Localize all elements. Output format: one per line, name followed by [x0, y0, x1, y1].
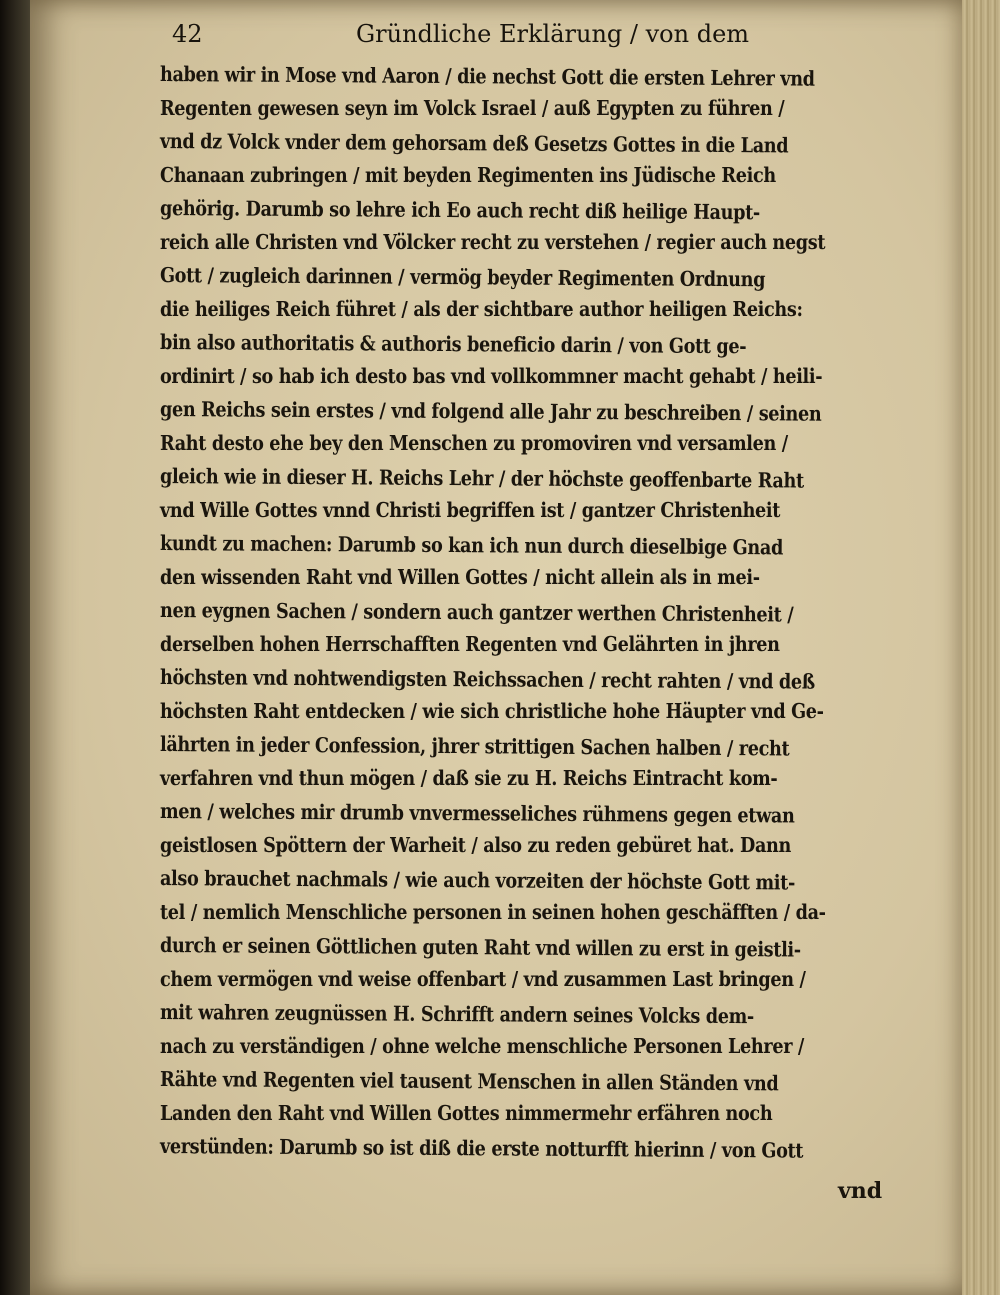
text-line: reich alle Christen vnd Völcker recht zu verstehen / regier auch negst	[160, 229, 826, 254]
text-line: verstünden: Darumb so ist diß die erste notturfft hierinn / von Gott	[159, 1134, 804, 1163]
text-line: men / welches mir drumb vnvermesseliches rühmens gegen etwan	[159, 799, 795, 828]
text-line: Gott / zugleich darinnen / vermög beyder Regimenten Ordnung	[159, 263, 766, 292]
text-line: ordinirt / so hab ich desto bas vnd vollkommner macht gehabt / heili-	[160, 363, 823, 388]
text-line: den wissenden Raht vnd Willen Gottes / nicht allein als in mei-	[160, 564, 760, 589]
text-line: Chanaan zubringen / mit beyden Regimenten ins Jüdische Reich	[160, 162, 776, 187]
text-line: haben wir in Mose vnd Aaron / die nechst Gott die ersten Lehrer vnd	[159, 62, 815, 91]
text-line: gen Reichs sein erstes / vnd folgend alle Jahr zu beschreiben / seinen	[159, 397, 822, 426]
page-number: 42	[172, 20, 203, 48]
catchword: vnd	[838, 1178, 883, 1204]
text-line: durch er seinen Göttlichen guten Raht vnd willen zu erst in geistli-	[159, 933, 801, 962]
book-gutter	[0, 0, 32, 1295]
text-line: mit wahren zeugnüssen H. Schrifft andern seines Volcks dem-	[159, 1000, 754, 1029]
page-edges	[962, 0, 1000, 1295]
text-line: Regenten gewesen seyn im Volck Israel / auß Egypten zu führen /	[160, 95, 785, 120]
body-text	[160, 58, 910, 1164]
text-line: also brauchet nachmals / wie auch vorzeiten der höchste Gott mit-	[159, 866, 796, 895]
text-line: vnd Wille Gottes vnnd Christi begriffen ist / gantzer Christenheit	[160, 497, 781, 522]
text-line: gehörig. Darumb so lehre ich Eo auch recht diß heilige Haupt-	[159, 196, 760, 225]
text-line: chem vermögen vnd weise offenbart / vnd zusammen Last bringen /	[160, 966, 806, 991]
text-line: derselben hohen Herrschafften Regenten vnd Gelährten in jhren	[160, 631, 780, 656]
text-line: geistlosen Spöttern der Warheit / also zu reden gebüret hat. Dann	[160, 832, 792, 857]
text-line: höchsten Raht entdecken / wie sich christliche hohe Häupter vnd Ge-	[160, 698, 824, 723]
text-line: lährten in jeder Confession, jhrer strittigen Sachen halben / recht	[159, 732, 790, 761]
text-line: nen eygnen Sachen / sondern auch gantzer werthen Christenheit /	[159, 598, 794, 627]
text-line: bin also authoritatis & authoris beneficio darin / von Gott ge-	[159, 330, 747, 359]
text-line: höchsten vnd nohtwendigsten Reichssachen / recht rahten / vnd deß	[159, 665, 815, 694]
running-head: Gründliche Erklärung / von dem	[356, 20, 750, 48]
text-line: Raht desto ehe bey den Menschen zu promoviren vnd versamlen /	[160, 430, 788, 455]
text-line: Rähte vnd Regenten viel tausent Menschen in allen Ständen vnd	[159, 1067, 779, 1096]
text-line: tel / nemlich Menschliche personen in seinen hohen geschäfften / da-	[160, 899, 826, 924]
text-line: gleich wie in dieser H. Reichs Lehr / der höchste geoffenbarte Raht	[159, 464, 804, 493]
text-line: die heiliges Reich führet / als der sichtbare author heiligen Reichs:	[160, 296, 803, 321]
text-line: Landen den Raht vnd Willen Gottes nimmermehr erfähren noch	[160, 1100, 773, 1125]
page-header	[172, 16, 750, 56]
text-line: verfahren vnd thun mögen / daß sie zu H. Reichs Eintracht kom-	[160, 765, 778, 790]
text-line: kundt zu machen: Darumb so kan ich nun durch dieselbige Gnad	[159, 531, 784, 560]
text-line: nach zu verständigen / ohne welche menschliche Personen Lehrer /	[160, 1033, 805, 1058]
text-line: vnd dz Volck vnder dem gehorsam deß Gesetzs Gottes in die Land	[159, 129, 789, 158]
